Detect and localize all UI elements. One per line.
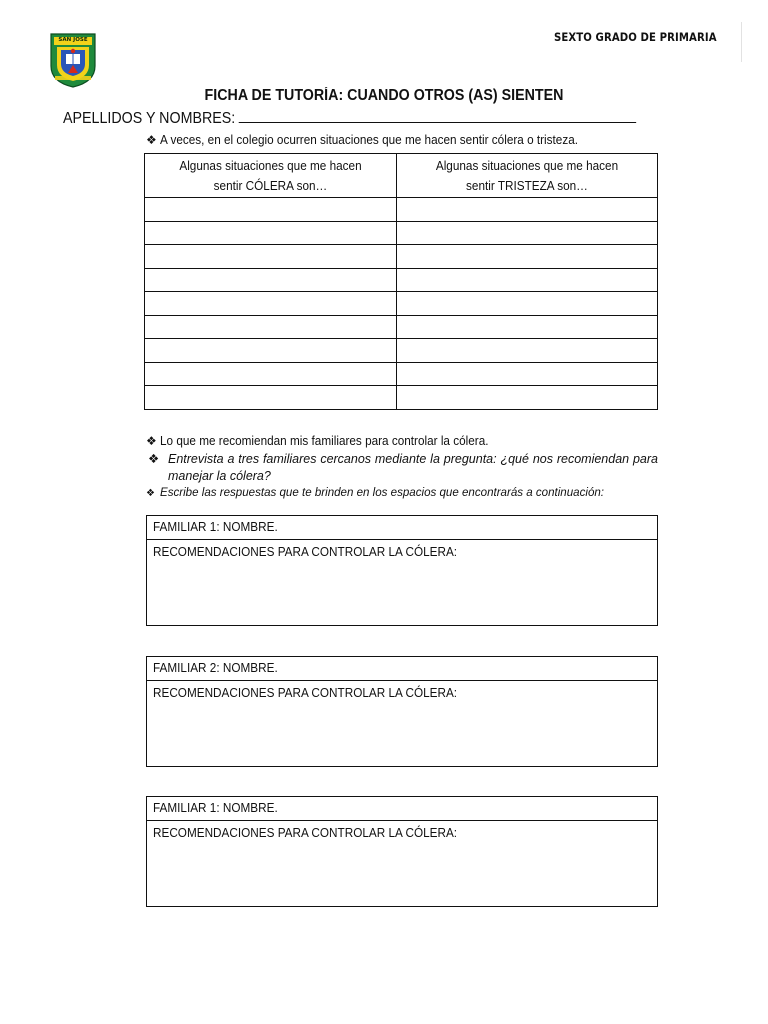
diamond-bullet-icon: ❖: [146, 434, 157, 448]
interview-bullet: ❖ Entrevista a tres familiares cercanos mediante la pregunta: ¿qué nos recomiendan para manejar la cólera?: [148, 452, 658, 483]
names-label: APELLIDOS Y NOMBRES:: [63, 110, 236, 127]
sadness-cell[interactable]: [397, 339, 658, 363]
table-row: [145, 315, 658, 339]
write-bullet: ❖ Escribe las respuestas que te brinden en los espacios que encontrarás a continuación:: [146, 485, 605, 499]
family-box-1: [146, 515, 658, 626]
family-recommendations-field[interactable]: RECOMENDACIONES PARA CONTROLAR LA CÓLERA:: [153, 545, 458, 559]
sadness-cell[interactable]: [397, 268, 658, 292]
family-name-field[interactable]: FAMILIAR 1: NOMBRE.: [147, 797, 657, 821]
sadness-cell[interactable]: [397, 292, 658, 316]
sadness-column-header: Algunas situaciones que me hacen sentir TRISTEZA son…: [397, 154, 658, 198]
sadness-cell[interactable]: [397, 315, 658, 339]
sadness-cell[interactable]: [397, 362, 658, 386]
table-row: [145, 292, 658, 316]
anger-cell[interactable]: [145, 221, 397, 245]
page-title: FICHA DE TUTORÍA: CUANDO OTROS (AS) SIENTEN: [204, 87, 564, 104]
anger-cell[interactable]: [145, 315, 397, 339]
family-name-field[interactable]: FAMILIAR 1: NOMBRE.: [147, 516, 657, 540]
anger-cell[interactable]: [145, 386, 397, 410]
diamond-bullet-icon: ❖: [146, 133, 157, 147]
sadness-cell[interactable]: [397, 198, 658, 222]
sadness-cell[interactable]: [397, 386, 658, 410]
anger-cell[interactable]: [145, 268, 397, 292]
table-row: [145, 386, 658, 410]
intro-bullet: ❖ A veces, en el colegio ocurren situaciones que me hacen sentir cólera o tristeza.: [146, 133, 579, 147]
family-box-3: [146, 796, 658, 907]
anger-cell[interactable]: [145, 245, 397, 269]
table-row: [145, 245, 658, 269]
recommend-bullet: ❖ Lo que me recomiendan mis familiares para controlar la cólera.: [146, 434, 489, 448]
situations-table: [144, 153, 658, 410]
anger-cell[interactable]: [145, 292, 397, 316]
table-row: [145, 221, 658, 245]
diamond-bullet-icon: ❖: [146, 488, 155, 499]
family-recommendations-field[interactable]: RECOMENDACIONES PARA CONTROLAR LA CÓLERA:: [153, 686, 458, 700]
table-row: [145, 198, 658, 222]
table-row: [145, 362, 658, 386]
page-edge-divider: [741, 22, 742, 62]
anger-column-header: Algunas situaciones que me hacen sentir CÓLERA son…: [145, 154, 397, 198]
anger-cell[interactable]: [145, 198, 397, 222]
table-row: [145, 339, 658, 363]
family-box-2: [146, 656, 658, 767]
sadness-cell[interactable]: [397, 221, 658, 245]
family-name-field[interactable]: FAMILIAR 2: NOMBRE.: [147, 657, 657, 681]
diamond-bullet-icon: ❖: [148, 452, 160, 466]
grade-header: SEXTO GRADO DE PRIMARIA: [554, 30, 717, 44]
logo-school-name: SAN JOSE: [58, 37, 88, 43]
family-recommendations-field[interactable]: RECOMENDACIONES PARA CONTROLAR LA CÓLERA:: [153, 826, 458, 840]
names-field[interactable]: [63, 110, 636, 128]
names-blank-line[interactable]: [239, 110, 636, 123]
anger-cell[interactable]: [145, 339, 397, 363]
anger-cell[interactable]: [145, 362, 397, 386]
table-row: [145, 268, 658, 292]
sadness-cell[interactable]: [397, 245, 658, 269]
